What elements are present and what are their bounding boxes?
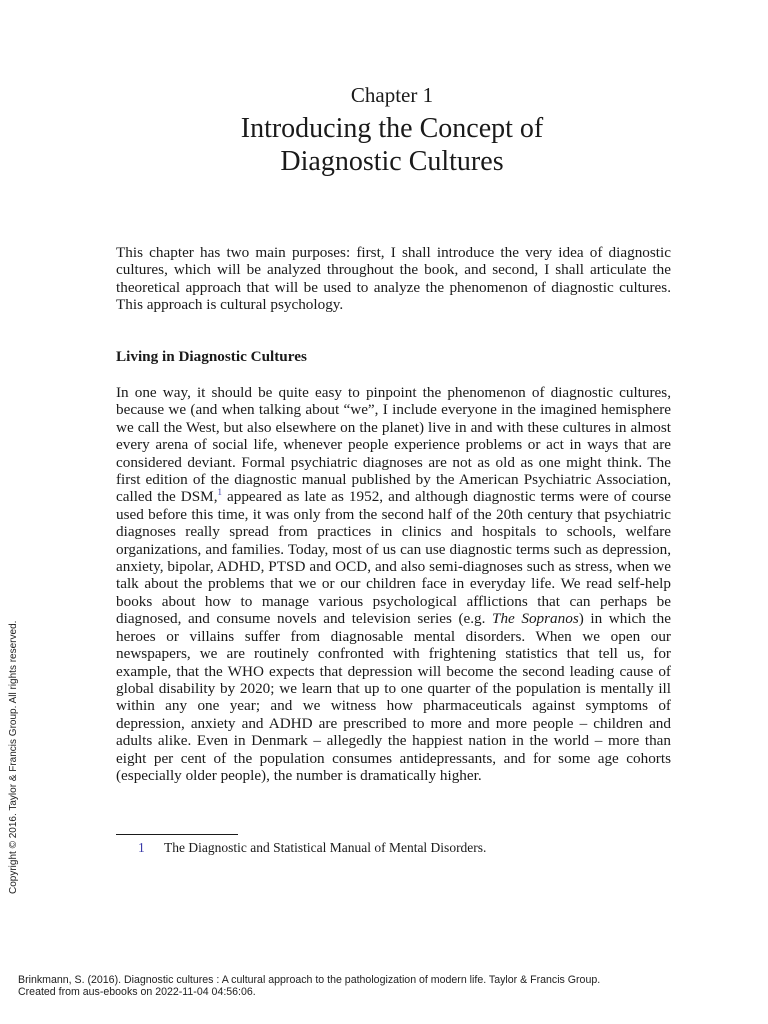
footnote-divider <box>116 834 238 835</box>
italic-title: The Sopranos <box>492 610 579 628</box>
chapter-label: Chapter 1 <box>350 83 434 107</box>
body-text-part-1: In one way, it should be quite easy to pinpoint the phenomenon of diagnostic cultures, because we (and when talking about “we”, I include everyone in the imagined hemisphere we call the West, but also elsewhere on the planet) live in and with these cultures in almost every arena of social life, whenever people experience problems or act in ways that are considered deviant. Formal psychiatric diagnoses are not as old as one might think. The first edition of the diagnostic manual published by the American Psychiatric Association, called the DSM, <box>116 384 671 506</box>
chapter-title <box>0 112 768 178</box>
citation-line-2: Created from aus-ebooks on 2022-11-04 04:56:06. <box>18 986 256 998</box>
body-paragraph <box>116 384 671 784</box>
footnote-reference-link[interactable]: 1 <box>217 487 222 498</box>
footnote <box>116 840 671 856</box>
copyright-notice: Copyright © 2016. Taylor & Francis Group. All rights reserved. <box>8 620 19 894</box>
chapter-title-line-2: Diagnostic Cultures <box>280 146 504 177</box>
section-heading: Living in Diagnostic Cultures <box>116 348 307 365</box>
footnote-number[interactable]: 1 <box>138 840 145 855</box>
intro-paragraph: This chapter has two main purposes: first, I shall introduce the very idea of diagnostic cultures, which will be analyzed throughout the book, and second, I shall articulate the theoretical approach that will be used to analyze the phenomenon of diagnostic cultures. This approach is cultural psychology. <box>116 244 671 314</box>
body-text-part-2: appeared as late as 1952, and although diagnostic terms were of course used before this time, it was only from the second half of the 20th century that psychiatric diagnoses really spread from practices in clinics and hospitals to schools, welfare organizations, and families. Today, most of us can use diagnostic terms such as depression, anxiety, bipolar, ADHD, PTSD and OCD, and also semi-diagnoses such as stress, when we talk about the problems that we or our children face in everyday life. We read self-help books about how to manage various psychological afflictions that can perhaps be diagnosed, and consume novels and television series (e.g. <box>116 488 671 628</box>
citation-line-1: Brinkmann, S. (2016). Diagnostic cultures : A cultural approach to the pathologization of modern life. Taylor & Francis Group. <box>18 974 601 986</box>
chapter-title-line-1: Introducing the Concept of <box>240 113 544 144</box>
citation-footer <box>18 974 600 998</box>
footnote-text: The Diagnostic and Statistical Manual of Mental Disorders. <box>164 840 487 855</box>
body-text-part-3: ) in which the heroes or villains suffer from diagnosable mental disorders. When we open our newspapers, we are routinely confronted with frightening statistics that tell us, for example, that the WHO expects that depression will become the second leading cause of global disability by 2020; we learn that up to one quarter of the population is mentally ill within any one year; and we witness how pharmaceuticals against symptoms of depression, anxiety and ADHD are prescribed to more and more people – children and adults alike. Even in Denmark – allegedly the happiest nation in the world – more than eight per cent of the population consumes antidepressants, and for some age cohorts (especially older people), the number is dramatically higher. <box>116 610 671 784</box>
